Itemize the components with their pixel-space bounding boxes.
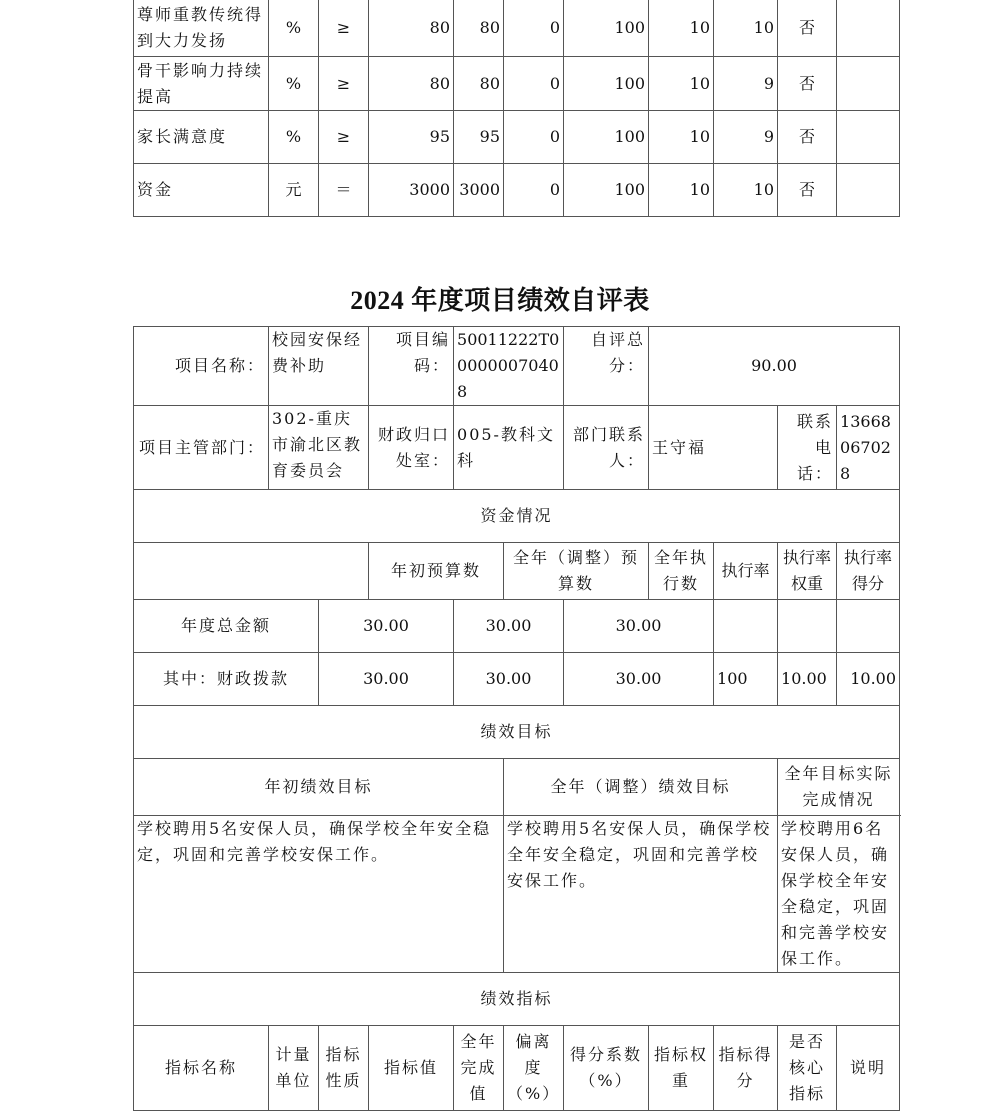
indicators-section-title: 绩效指标 xyxy=(134,973,900,1026)
indicator-weight-cell: 10 xyxy=(649,57,714,111)
funds-row-executed: 30.00 xyxy=(564,600,714,653)
phone-label: 联系电话： xyxy=(778,406,837,490)
indicator-note-cell xyxy=(837,164,900,217)
indicator-nature-cell: ＝ xyxy=(319,164,369,217)
indicator-unit-cell: 元 xyxy=(269,164,319,217)
funds-header-rate-weight: 执行率权重 xyxy=(778,543,837,600)
indicator-unit-cell: % xyxy=(269,0,319,57)
indicator-score-cell: 9 xyxy=(714,57,778,111)
indicator-core-cell: 否 xyxy=(778,57,837,111)
funds-header-blank xyxy=(134,543,369,600)
project-code-value: 50011222T000000070408 xyxy=(454,327,564,406)
funds-header-rate-score: 执行率得分 xyxy=(837,543,900,600)
indicator-coef-cell: 100 xyxy=(564,57,649,111)
indicator-row xyxy=(134,164,900,217)
indicator-unit-cell: % xyxy=(269,111,319,164)
indicator-deviation-cell: 0 xyxy=(504,164,564,217)
funds-row-executed: 30.00 xyxy=(564,653,714,706)
indicators-header-row xyxy=(134,1026,900,1111)
indicator-actual-cell: 80 xyxy=(454,57,504,111)
total-score-value: 90.00 xyxy=(649,327,900,406)
indicator-actual-cell: 80 xyxy=(454,0,504,57)
funds-row xyxy=(134,600,900,653)
funds-row-label: 年度总金额 xyxy=(134,600,319,653)
indicator-actual-cell: 3000 xyxy=(454,164,504,217)
indicator-header-core: 是否核心指标 xyxy=(778,1026,837,1111)
indicator-target-cell: 80 xyxy=(369,57,454,111)
indicator-header-nature: 指标性质 xyxy=(319,1026,369,1111)
indicator-name-cell: 尊师重教传统得到大力发扬 xyxy=(134,0,269,57)
page-title: 2024 年度项目绩效自评表 xyxy=(350,286,650,315)
indicator-deviation-cell: 0 xyxy=(504,57,564,111)
funds-header-initial: 年初预算数 xyxy=(369,543,504,600)
goals-header-initial: 年初绩效目标 xyxy=(134,759,504,816)
funds-section-row xyxy=(134,490,900,543)
funds-row-label: 其中：财政拨款 xyxy=(134,653,319,706)
self-evaluation-table xyxy=(133,326,900,1111)
goals-values-row xyxy=(134,816,900,973)
indicator-coef-cell: 100 xyxy=(564,164,649,217)
indicator-nature-cell: ≥ xyxy=(319,111,369,164)
indicator-weight-cell: 10 xyxy=(649,0,714,57)
indicator-deviation-cell: 0 xyxy=(504,0,564,57)
indicator-actual-cell: 95 xyxy=(454,111,504,164)
indicator-name-cell: 资金 xyxy=(134,164,269,217)
indicator-row xyxy=(134,0,900,57)
finance-label: 财政归口处室： xyxy=(369,406,454,490)
indicator-header-value: 指标值 xyxy=(369,1026,454,1111)
dept-value: 302-重庆市渝北区教育委员会 xyxy=(269,406,369,490)
project-name-label: 项目名称： xyxy=(134,327,269,406)
contact-label: 部门联系人： xyxy=(564,406,649,490)
indicator-score-cell: 10 xyxy=(714,164,778,217)
indicator-core-cell: 否 xyxy=(778,164,837,217)
goals-section-row xyxy=(134,706,900,759)
indicator-score-cell: 10 xyxy=(714,0,778,57)
indicator-header-coef: 得分系数（%） xyxy=(564,1026,649,1111)
indicator-score-cell: 9 xyxy=(714,111,778,164)
indicator-weight-cell: 10 xyxy=(649,164,714,217)
indicator-name-cell: 骨干影响力持续提高 xyxy=(134,57,269,111)
indicator-weight-cell: 10 xyxy=(649,111,714,164)
funds-row xyxy=(134,653,900,706)
funds-row-rate xyxy=(714,600,778,653)
funds-row-initial: 30.00 xyxy=(319,600,454,653)
funds-row-adjusted: 30.00 xyxy=(454,653,564,706)
funds-header-adjusted: 全年（调整）预算数 xyxy=(504,543,649,600)
goals-header-adjusted: 全年（调整）绩效目标 xyxy=(504,759,778,816)
indicator-note-cell xyxy=(837,0,900,57)
indicator-note-cell xyxy=(837,111,900,164)
indicator-header-weight: 指标权重 xyxy=(649,1026,714,1111)
indicator-row xyxy=(134,111,900,164)
indicator-header-unit: 计量单位 xyxy=(269,1026,319,1111)
info-row-2 xyxy=(134,406,900,490)
indicator-name-cell: 家长满意度 xyxy=(134,111,269,164)
funds-header-rate: 执行率 xyxy=(714,543,778,600)
funds-row-rate-score xyxy=(837,600,900,653)
indicator-row xyxy=(134,57,900,111)
goals-section-title: 绩效目标 xyxy=(134,706,900,759)
indicator-nature-cell: ≥ xyxy=(319,0,369,57)
indicator-coef-cell: 100 xyxy=(564,0,649,57)
funds-row-adjusted: 30.00 xyxy=(454,600,564,653)
goals-header-actual: 全年目标实际完成情况 xyxy=(778,759,900,816)
funds-row-rate-weight xyxy=(778,600,837,653)
total-score-label: 自评总分： xyxy=(564,327,649,406)
indicator-header-note: 说明 xyxy=(837,1026,900,1111)
phone-value: 13668067028 xyxy=(837,406,900,490)
indicator-unit-cell: % xyxy=(269,57,319,111)
goal-adjusted-text: 学校聘用5名安保人员，确保学校全年安全稳定，巩固和完善学校安保工作。 xyxy=(504,816,778,973)
indicator-header-deviation: 偏离度（%） xyxy=(504,1026,564,1111)
indicators-section-row xyxy=(134,973,900,1026)
funds-header-row xyxy=(134,543,900,600)
goals-header-row xyxy=(134,759,900,816)
funds-row-rate-weight: 10.00 xyxy=(778,653,837,706)
goal-initial-text: 学校聘用5名安保人员，确保学校全年安全稳定，巩固和完善学校安保工作。 xyxy=(134,816,504,973)
goal-actual-text: 学校聘用6名安保人员，确保学校全年安全稳定，巩固和完善学校安保工作。 xyxy=(778,816,900,973)
indicator-target-cell: 95 xyxy=(369,111,454,164)
indicator-target-cell: 80 xyxy=(369,0,454,57)
indicator-target-cell: 3000 xyxy=(369,164,454,217)
indicator-header-name: 指标名称 xyxy=(134,1026,269,1111)
info-row-1 xyxy=(134,327,900,406)
indicator-nature-cell: ≥ xyxy=(319,57,369,111)
funds-row-initial: 30.00 xyxy=(319,653,454,706)
project-code-label: 项目编码： xyxy=(369,327,454,406)
indicator-coef-cell: 100 xyxy=(564,111,649,164)
finance-value: 005-教科文科 xyxy=(454,406,564,490)
indicator-header-completed: 全年完成值 xyxy=(454,1026,504,1111)
funds-header-executed: 全年执行数 xyxy=(649,543,714,600)
previous-indicator-table xyxy=(133,0,900,217)
funds-row-rate: 100 xyxy=(714,653,778,706)
funds-section-title: 资金情况 xyxy=(134,490,900,543)
indicator-deviation-cell: 0 xyxy=(504,111,564,164)
indicator-core-cell: 否 xyxy=(778,0,837,57)
indicator-header-score: 指标得分 xyxy=(714,1026,778,1111)
funds-row-rate-score: 10.00 xyxy=(837,653,900,706)
contact-value: 王守福 xyxy=(649,406,778,490)
indicator-core-cell: 否 xyxy=(778,111,837,164)
dept-label: 项目主管部门： xyxy=(134,406,269,490)
indicator-note-cell xyxy=(837,57,900,111)
project-name-value: 校园安保经费补助 xyxy=(269,327,369,406)
